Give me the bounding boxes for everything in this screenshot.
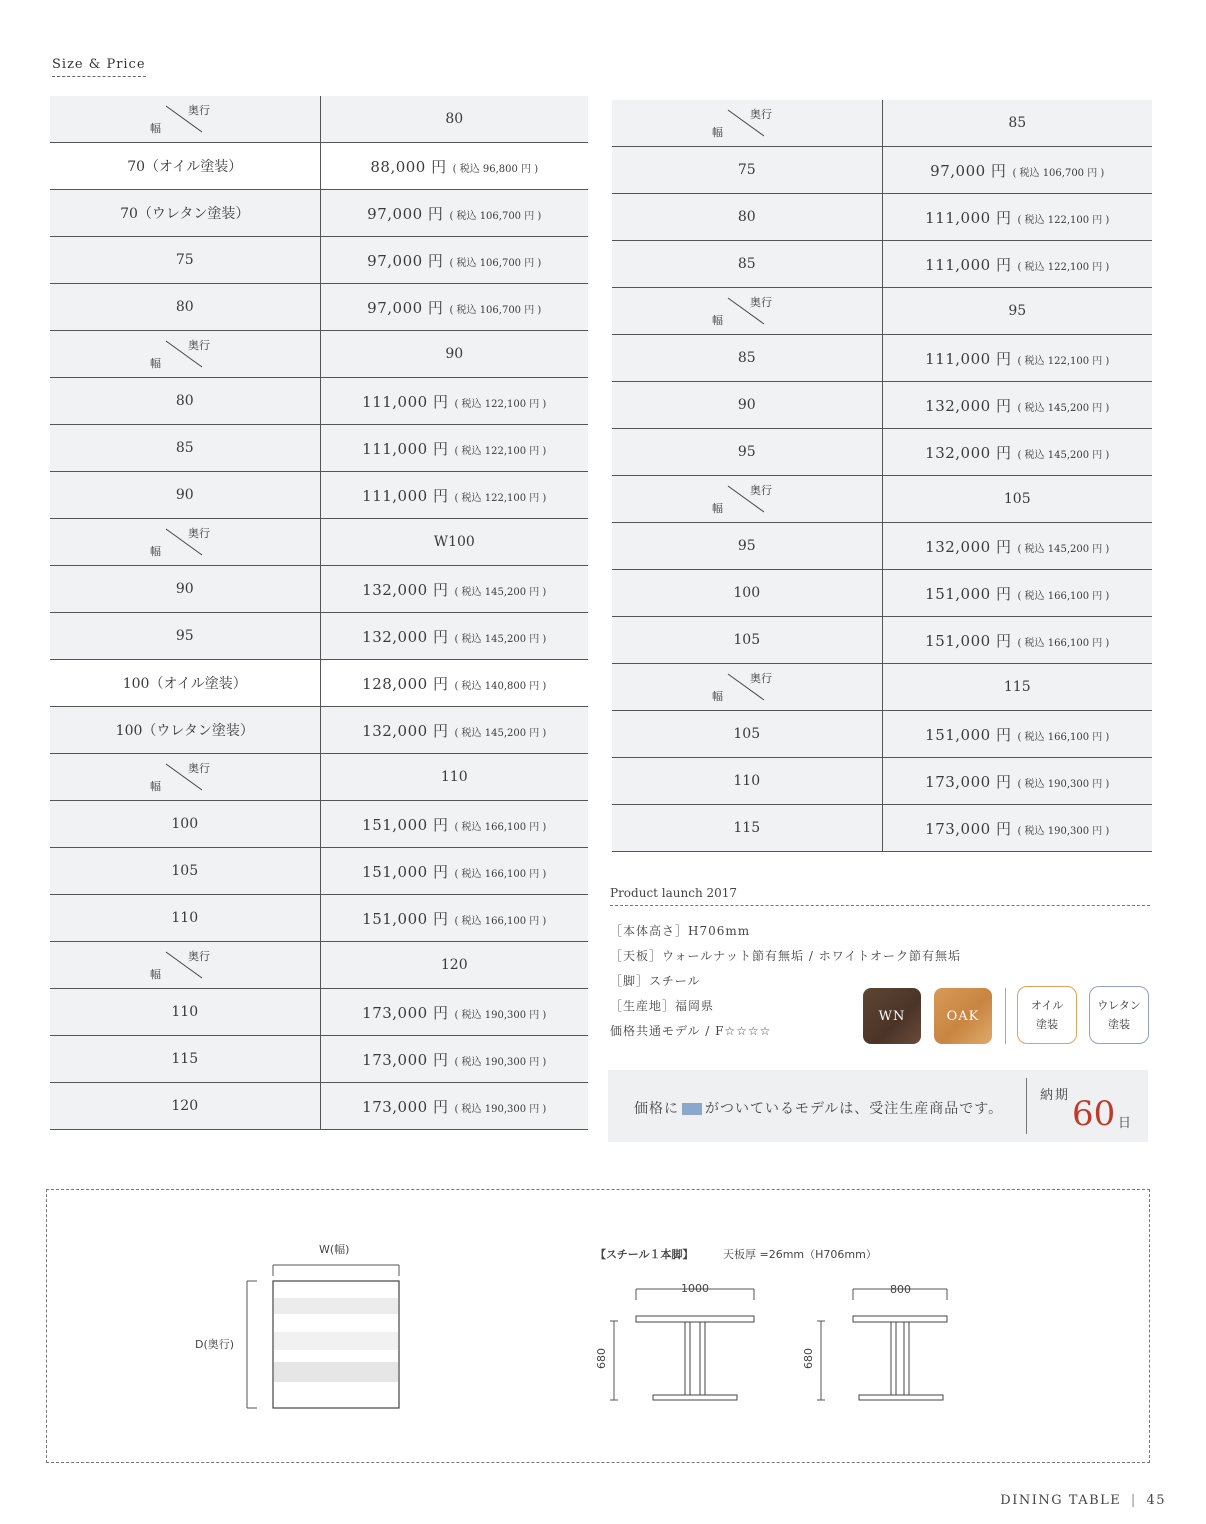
table-header-row <box>612 288 1152 335</box>
depth-label: 奥行 <box>750 296 772 309</box>
table-header-row <box>50 96 588 143</box>
width-cell: 85 <box>612 335 882 382</box>
size-header-cell <box>612 476 882 523</box>
side-width-value: 800 <box>890 1283 911 1296</box>
width-cell: 105 <box>612 711 882 758</box>
price-cell <box>320 425 588 472</box>
price-tax: ( 税込 106,700 円 ) <box>449 257 542 269</box>
diagonal-divider <box>160 525 210 561</box>
price-cell <box>882 570 1152 617</box>
diagonal-divider <box>722 294 772 330</box>
price-value: 173,000 円 <box>362 1097 449 1116</box>
price-cell <box>320 1083 588 1130</box>
price-value: 151,000 円 <box>925 631 1012 650</box>
price-cell <box>882 335 1152 382</box>
price-cell <box>882 241 1152 288</box>
price-tax: ( 税込 106,700 円 ) <box>1012 167 1105 179</box>
oak-swatch: OAK <box>934 988 992 1044</box>
price-tax: ( 税込 190,300 円 ) <box>1017 825 1110 837</box>
width-cell: 95 <box>612 523 882 570</box>
depth-label: 奥行 <box>188 104 210 117</box>
table-row <box>50 801 588 848</box>
oil-badge-line1: オイル <box>1030 999 1064 1012</box>
depth-value-cell: 105 <box>882 476 1152 523</box>
price-cell <box>320 989 588 1036</box>
table-row <box>612 429 1152 476</box>
diagonal-divider <box>160 102 210 138</box>
table-row <box>50 425 588 472</box>
front-width-value: 1000 <box>681 1282 709 1295</box>
size-header-cell <box>50 96 320 143</box>
price-table-right <box>612 100 1152 852</box>
table-row <box>50 848 588 895</box>
price-cell <box>882 147 1152 194</box>
depth-value-cell: 110 <box>320 754 588 801</box>
size-header-cell <box>612 288 882 335</box>
width-cell: 110 <box>50 989 320 1036</box>
diagonal-divider <box>160 760 210 796</box>
table-row <box>50 989 588 1036</box>
table-row <box>612 194 1152 241</box>
table-row <box>50 1083 588 1130</box>
order-color-chip <box>682 1103 702 1115</box>
price-cell <box>882 805 1152 852</box>
width-cell: 115 <box>612 805 882 852</box>
price-cell <box>320 566 588 613</box>
price-cell <box>320 848 588 895</box>
price-cell <box>320 660 588 707</box>
width-label: 幅 <box>150 545 161 558</box>
price-tax: ( 税込 145,200 円 ) <box>454 633 547 645</box>
price-tax: ( 税込 166,100 円 ) <box>1017 637 1110 649</box>
table-row <box>612 758 1152 805</box>
spec-origin: ［生産地］福岡県 <box>610 999 715 1013</box>
width-cell: 90 <box>50 566 320 613</box>
table-row <box>50 237 588 284</box>
width-cell: 115 <box>50 1036 320 1083</box>
notice-divider <box>1026 1078 1027 1134</box>
spec-height: ［本体高さ］H706mm <box>610 924 751 938</box>
price-value: 97,000 円 <box>367 251 444 270</box>
width-label: 幅 <box>712 502 723 515</box>
price-cell <box>882 523 1152 570</box>
width-cell: 100 <box>50 801 320 848</box>
depth-label: 奥行 <box>750 108 772 121</box>
width-cell: 100（ウレタン塗装） <box>50 707 320 754</box>
table-row <box>612 335 1152 382</box>
width-cell: 75 <box>612 147 882 194</box>
price-cell <box>320 143 588 190</box>
spec-top: ［天板］ウォールナット節有無垢 / ホワイトオーク節有無垢 <box>610 949 961 963</box>
depth-label: 奥行 <box>188 950 210 963</box>
order-notice <box>608 1070 1148 1142</box>
price-tax: ( 税込 122,100 円 ) <box>1017 355 1110 367</box>
top-thickness-spec: 天板厚 =26mm（H706mm） <box>723 1248 877 1261</box>
table-header-row <box>612 664 1152 711</box>
side-height-value: 680 <box>802 1348 815 1369</box>
width-label: 幅 <box>712 126 723 139</box>
front-height-value: 680 <box>595 1348 608 1369</box>
width-dimension-label: W(幅) <box>319 1243 350 1256</box>
section-title: Size & Price <box>52 57 146 77</box>
price-tax: ( 税込 140,800 円 ) <box>454 680 547 692</box>
width-label: 幅 <box>150 968 161 981</box>
table-row <box>612 382 1152 429</box>
width-cell: 105 <box>50 848 320 895</box>
price-cell <box>320 378 588 425</box>
price-value: 151,000 円 <box>362 909 449 928</box>
table-header-row <box>50 519 588 566</box>
footer-section: DINING TABLE <box>1000 1493 1122 1508</box>
price-cell <box>320 284 588 331</box>
price-table-left <box>50 96 588 1130</box>
price-value: 173,000 円 <box>925 772 1012 791</box>
size-header-cell <box>612 100 882 147</box>
price-tax: ( 税込 145,200 円 ) <box>454 727 547 739</box>
price-value: 151,000 円 <box>362 815 449 834</box>
width-cell: 105 <box>612 617 882 664</box>
price-value: 111,000 円 <box>925 208 1012 227</box>
width-cell: 70（オイル塗装） <box>50 143 320 190</box>
lead-time-label: 納期 <box>1040 1088 1071 1103</box>
width-cell: 85 <box>612 241 882 288</box>
price-tax: ( 税込 122,100 円 ) <box>1017 261 1110 273</box>
price-tax: ( 税込 145,200 円 ) <box>1017 543 1110 555</box>
width-cell: 110 <box>50 895 320 942</box>
table-row <box>50 707 588 754</box>
table-row <box>50 895 588 942</box>
table-row <box>612 147 1152 194</box>
table-row <box>612 523 1152 570</box>
price-cell <box>320 1036 588 1083</box>
price-value: 151,000 円 <box>362 862 449 881</box>
price-tax: ( 税込 122,100 円 ) <box>454 492 547 504</box>
price-tax: ( 税込 190,300 円 ) <box>1017 778 1110 790</box>
table-header-row <box>612 476 1152 523</box>
price-cell <box>320 472 588 519</box>
width-cell: 100 <box>612 570 882 617</box>
lead-time-unit: 日 <box>1118 1116 1132 1131</box>
urethane-badge-line2: 塗装 <box>1108 1018 1130 1031</box>
table-row <box>612 241 1152 288</box>
depth-label: 奥行 <box>188 339 210 352</box>
price-cell <box>882 758 1152 805</box>
price-value: 132,000 円 <box>362 580 449 599</box>
size-header-cell <box>50 942 320 989</box>
width-label: 幅 <box>712 314 723 327</box>
price-cell <box>882 382 1152 429</box>
width-cell: 75 <box>50 237 320 284</box>
price-tax: ( 税込 145,200 円 ) <box>454 586 547 598</box>
price-value: 173,000 円 <box>362 1003 449 1022</box>
depth-value-cell: 115 <box>882 664 1152 711</box>
table-row <box>50 472 588 519</box>
price-tax: ( 税込 122,100 円 ) <box>1017 214 1110 226</box>
width-cell: 80 <box>612 194 882 241</box>
width-cell: 100（オイル塗装） <box>50 660 320 707</box>
urethane-badge-line1: ウレタン <box>1097 999 1141 1012</box>
width-label: 幅 <box>150 357 161 370</box>
leg-type-label: 【スチール１本脚】 <box>595 1248 694 1261</box>
price-value: 97,000 円 <box>367 298 444 317</box>
urethane-finish-badge <box>1089 986 1149 1044</box>
diagonal-divider <box>722 106 772 142</box>
depth-label: 奥行 <box>750 484 772 497</box>
table-header-row <box>50 331 588 378</box>
width-cell: 120 <box>50 1083 320 1130</box>
price-tax: ( 税込 166,100 円 ) <box>454 868 547 880</box>
price-value: 111,000 円 <box>925 349 1012 368</box>
width-label: 幅 <box>150 122 161 135</box>
price-value: 132,000 円 <box>925 537 1012 556</box>
price-cell <box>882 194 1152 241</box>
price-value: 173,000 円 <box>362 1050 449 1069</box>
price-value: 132,000 円 <box>925 396 1012 415</box>
depth-value-cell: 120 <box>320 942 588 989</box>
depth-value-cell: 95 <box>882 288 1152 335</box>
depth-label: 奥行 <box>188 527 210 540</box>
width-cell: 90 <box>50 472 320 519</box>
price-cell <box>320 237 588 284</box>
price-value: 132,000 円 <box>362 627 449 646</box>
diagonal-divider <box>160 337 210 373</box>
price-value: 128,000 円 <box>362 674 449 693</box>
table-row <box>50 378 588 425</box>
table-header-row <box>50 754 588 801</box>
price-cell <box>320 895 588 942</box>
width-cell: 90 <box>612 382 882 429</box>
price-tax: ( 税込 190,300 円 ) <box>454 1056 547 1068</box>
price-tax: ( 税込 190,300 円 ) <box>454 1103 547 1115</box>
oil-finish-badge <box>1017 986 1077 1044</box>
price-value: 97,000 円 <box>367 204 444 223</box>
diagonal-divider <box>722 670 772 706</box>
price-tax: ( 税込 190,300 円 ) <box>454 1009 547 1021</box>
lead-time-value: 60 <box>1072 1094 1116 1134</box>
notice-message <box>634 1098 1003 1118</box>
depth-dimension-label: D(奥行) <box>195 1338 235 1351</box>
price-cell <box>320 707 588 754</box>
price-tax: ( 税込 106,700 円 ) <box>449 304 542 316</box>
table-row <box>50 143 588 190</box>
price-value: 97,000 円 <box>930 161 1007 180</box>
size-header-cell <box>50 754 320 801</box>
walnut-swatch: WN <box>863 988 921 1044</box>
drawing-box <box>46 1189 1150 1463</box>
diagonal-divider <box>160 948 210 984</box>
width-cell: 80 <box>50 378 320 425</box>
table-row <box>50 190 588 237</box>
table-row <box>612 570 1152 617</box>
spec-model: 価格共通モデル / F☆☆☆☆ <box>610 1024 772 1038</box>
top-view-diagram <box>47 1190 1147 1460</box>
table-row <box>50 613 588 660</box>
table-row <box>50 566 588 613</box>
diagonal-divider <box>722 482 772 518</box>
launch-divider <box>610 905 1150 906</box>
depth-value-cell: 90 <box>320 331 588 378</box>
price-tax: ( 税込 145,200 円 ) <box>1017 449 1110 461</box>
width-cell: 110 <box>612 758 882 805</box>
price-cell <box>882 617 1152 664</box>
price-value: 132,000 円 <box>925 443 1012 462</box>
depth-value-cell: 80 <box>320 96 588 143</box>
width-cell: 85 <box>50 425 320 472</box>
depth-label: 奥行 <box>188 762 210 775</box>
depth-value-cell: 85 <box>882 100 1152 147</box>
price-value: 173,000 円 <box>925 819 1012 838</box>
depth-value-cell: W100 <box>320 519 588 566</box>
price-tax: ( 税込 166,100 円 ) <box>454 821 547 833</box>
price-cell <box>882 711 1152 758</box>
size-header-cell <box>50 519 320 566</box>
price-cell <box>320 613 588 660</box>
table-header-row <box>612 100 1152 147</box>
price-tax: ( 税込 145,200 円 ) <box>1017 402 1110 414</box>
price-value: 88,000 円 <box>370 157 447 176</box>
table-header-row <box>50 942 588 989</box>
price-cell <box>320 190 588 237</box>
price-tax: ( 税込 96,800 円 ) <box>452 163 539 175</box>
price-value: 151,000 円 <box>925 725 1012 744</box>
price-value: 111,000 円 <box>925 255 1012 274</box>
table-row <box>50 660 588 707</box>
price-value: 111,000 円 <box>362 486 449 505</box>
width-cell: 95 <box>612 429 882 476</box>
notice-prefix: 価格に <box>634 1101 679 1117</box>
table-row <box>612 711 1152 758</box>
table-row <box>50 284 588 331</box>
width-label: 幅 <box>150 780 161 793</box>
price-value: 132,000 円 <box>362 721 449 740</box>
width-cell: 70（ウレタン塗装） <box>50 190 320 237</box>
swatch-divider <box>1005 988 1006 1044</box>
price-tax: ( 税込 166,100 円 ) <box>1017 731 1110 743</box>
width-label: 幅 <box>712 690 723 703</box>
table-row <box>612 805 1152 852</box>
price-value: 111,000 円 <box>362 392 449 411</box>
size-header-cell <box>50 331 320 378</box>
table-row <box>50 1036 588 1083</box>
price-tax: ( 税込 122,100 円 ) <box>454 398 547 410</box>
depth-label: 奥行 <box>750 672 772 685</box>
price-cell <box>320 801 588 848</box>
price-cell <box>882 429 1152 476</box>
price-value: 151,000 円 <box>925 584 1012 603</box>
size-header-cell <box>612 664 882 711</box>
table-row <box>612 617 1152 664</box>
price-tax: ( 税込 166,100 円 ) <box>1017 590 1110 602</box>
width-cell: 80 <box>50 284 320 331</box>
oil-badge-line2: 塗装 <box>1036 1018 1058 1031</box>
product-launch: Product launch 2017 <box>610 886 738 900</box>
spec-leg: ［脚］スチール <box>610 974 701 988</box>
width-cell: 95 <box>50 613 320 660</box>
price-value: 111,000 円 <box>362 439 449 458</box>
page-footer: DINING TABLE | 45 <box>1000 1493 1166 1508</box>
page-number: 45 <box>1146 1493 1166 1508</box>
notice-suffix: がついているモデルは、受注生産商品です。 <box>705 1101 1004 1117</box>
price-tax: ( 税込 122,100 円 ) <box>454 445 547 457</box>
price-tax: ( 税込 106,700 円 ) <box>449 210 542 222</box>
price-tax: ( 税込 166,100 円 ) <box>454 915 547 927</box>
